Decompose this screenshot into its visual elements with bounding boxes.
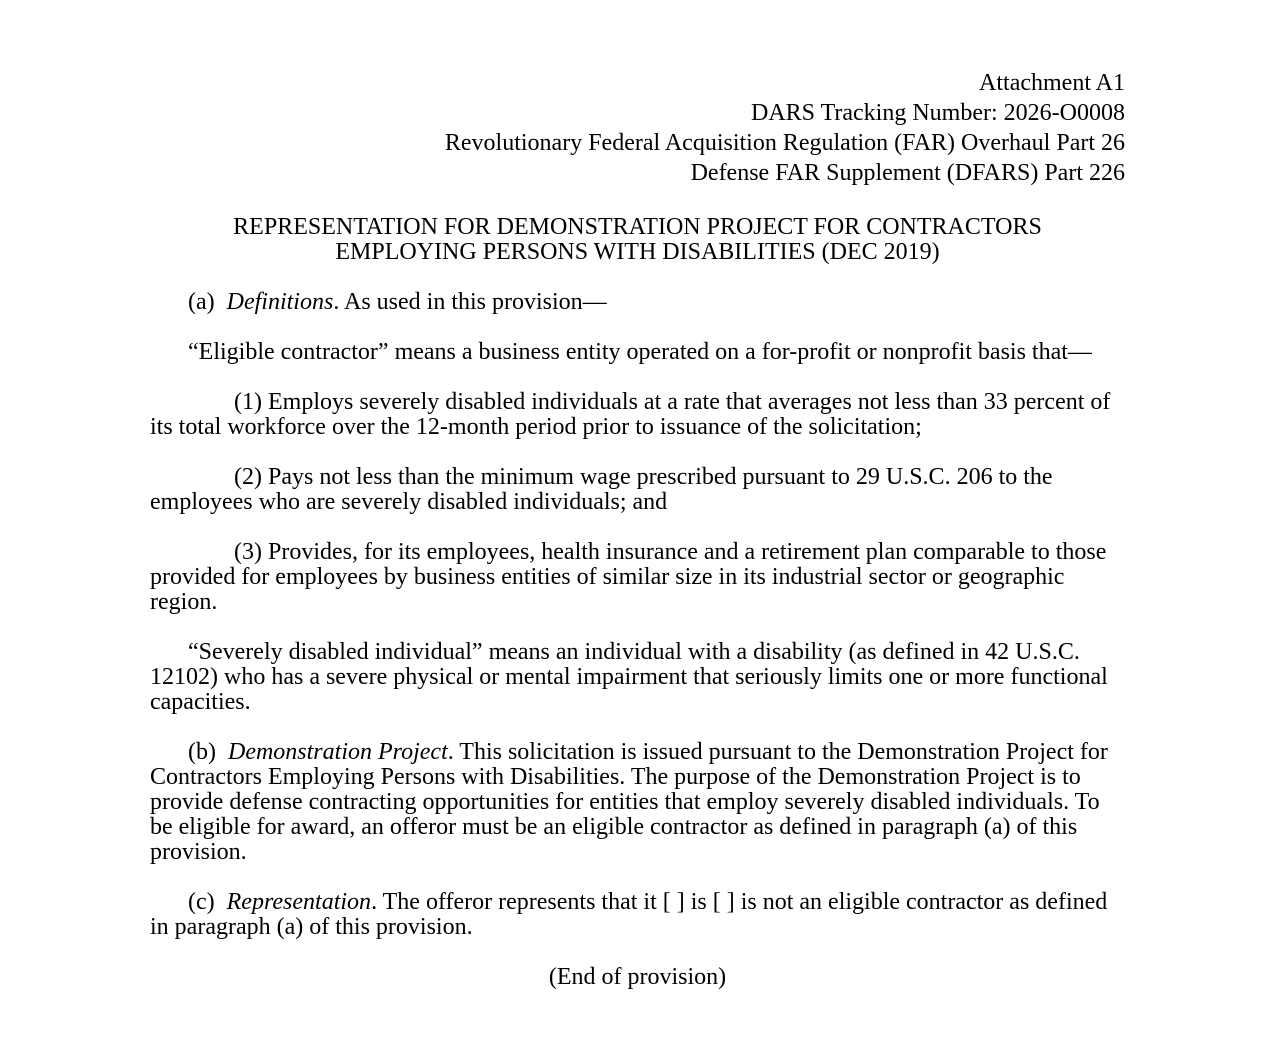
title-line-2: EMPLOYING PERSONS WITH DISABILITIES (DEC 2019) [335,239,940,265]
definition-item-3: (3) Provides, for its employees, health insurance and a retirement plan comparable to those provided for employees by business entities of similar size in its industrial sector or geographic region. [150,539,1107,615]
paragraph-b-text: . This solicitation is issued pursuant to the Demonstration Project for Contractors Employing Persons with Disabilities. The purpose of the Demonstration Project is to provide defense contracting opportunities for entities that employ severely disabled individuals. To be eligible for award, an offeror must be an eligible contractor as defined in paragraph (a) of this provision. [150,739,1108,865]
paragraph-a-heading: Definitions [226,289,334,315]
definition-severely-disabled: “Severely disabled individual” means an individual with a disability (as defined in 42 U.S.C. 12102) who has a severe physical or mental impairment that seriously limits one or more functional capacities. [150,639,1108,715]
paragraph-a-text: . As used in this provision— [333,289,607,315]
title-line-1: REPRESENTATION FOR DEMONSTRATION PROJECT FOR CONTRACTORS [233,214,1042,240]
provision-title [150,215,1125,265]
document-header [150,68,1125,188]
paragraph-c-label: (c) [188,889,215,915]
dfars-part-line: Defense FAR Supplement (DFARS) Part 226 [690,160,1125,186]
paragraph-a-label: (a) [188,289,215,315]
attachment-label: Attachment A1 [979,70,1125,96]
paragraph-b [150,740,1125,865]
paragraph-c-heading: Representation [226,889,372,915]
tracking-number: DARS Tracking Number: 2026-O0008 [750,100,1125,126]
definition-item-2: (2) Pays not less than the minimum wage prescribed pursuant to 29 U.S.C. 206 to the employees who are severely disabled individuals; and [150,464,1053,515]
paragraph-b-label: (b) [188,739,216,765]
end-of-provision: (End of provision) [548,964,727,990]
document-page [150,68,1125,990]
far-part-line: Revolutionary Federal Acquisition Regulation (FAR) Overhaul Part 26 [444,130,1125,156]
paragraph-c-text: . The offeror represents that it [ ] is [ ] is not an eligible contractor as defined in paragraph (a) of this provision. [150,889,1108,940]
paragraph-a [150,290,1125,315]
definition-eligible-contractor: “Eligible contractor” means a business entity operated on a for-profit or nonprofit basis that— [188,339,1092,365]
definition-item-1: (1) Employs severely disabled individuals at a rate that averages not less than 33 percent of its total workforce over the 12-month period prior to issuance of the solicitation; [150,389,1111,440]
paragraph-b-heading: Demonstration Project [227,739,448,765]
paragraph-c [150,890,1125,940]
